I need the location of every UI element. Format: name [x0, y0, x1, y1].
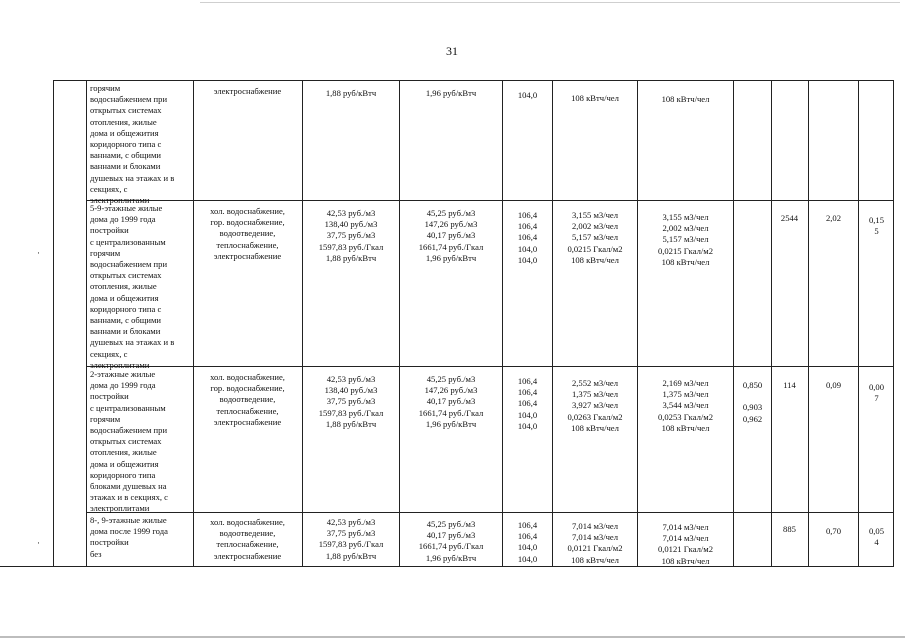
- col-rule: [399, 80, 400, 567]
- cell-count: 2544: [780, 213, 799, 223]
- cell-coef: 0,850 0,903 0,962: [742, 380, 763, 424]
- cell-tariff-old: 42,53 руб./м3 37,75 руб./м3 1597,83 руб./Гкал 1,88 руб/кВтч: [318, 517, 384, 561]
- col-rule: [53, 80, 54, 567]
- scan-edge-bottom: [0, 636, 905, 638]
- cell-category: 5-9-этажные жилые дома до 1999 года постройки с централизованным горячим водоснабжением при открытых системах отопления, жилые дома и общежития коридорного типа с ваннами, с общими ваннами и блоками душевых на этажах и в секциях, с электроплитами: [90, 203, 175, 370]
- cell-norm-old: 108 кВтч/чел: [571, 93, 619, 103]
- row-rule: [86, 512, 894, 513]
- cell-services: хол. водоснабжение, гор. водоснабжение, водоотведение, теплоснабжение, электроснабжение: [210, 372, 285, 427]
- cell-services: хол. водоснабжение, гор. водоснабжение, водоотведение, теплоснабжение, электроснабжение: [210, 206, 285, 261]
- cell-tariff-old: 42,53 руб./м3 138,40 руб./м3 37,75 руб./м3 1597,83 руб./Гкал 1,88 руб/кВтч: [318, 374, 384, 429]
- cell-tariff-new: 45,25 руб./м3 147,26 руб./м3 40,17 руб./м3 1661,74 руб./Гкал 1,96 руб/кВтч: [418, 208, 484, 263]
- cell-val1: 0,70: [825, 526, 842, 536]
- cell-norm-old: 7,014 м3/чел 7,014 м3/чел 0,0121 Гкал/м2 108 кВтч/чел: [567, 521, 623, 565]
- cell-tariff-old: 42,53 руб./м3 138,40 руб./м3 37,75 руб./м3 1597,83 руб./Гкал 1,88 руб/кВтч: [318, 208, 384, 263]
- cell-count: 885: [783, 524, 796, 534]
- scan-edge-top: [200, 2, 900, 3]
- cell-index: 106,4 106,4 106,4 104,0 104,0: [517, 210, 538, 265]
- col-rule: [502, 80, 503, 567]
- cell-val2: 0,15 5: [868, 215, 885, 237]
- margin-mark: ·: [37, 538, 40, 548]
- cell-norm-new: 2,169 м3/чел 1,375 м3/чел 3,544 м3/чел 0,0253 Гкал/м2 108 кВтч/чел: [657, 378, 714, 433]
- row-rule: [86, 366, 894, 367]
- cell-val1: 0,09: [825, 380, 842, 390]
- row-rule: [0, 566, 894, 567]
- cell-norm-old: 2,552 м3/чел 1,375 м3/чел 3,927 м3/чел 0,0263 Гкал/м2 108 кВтч/чел: [567, 378, 623, 433]
- col-rule: [637, 80, 638, 567]
- cell-norm-new: 7,014 м3/чел 7,014 м3/чел 0,0121 Гкал/м2 108 кВтч/чел: [657, 522, 714, 566]
- cell-index: 106,4 106,4 106,4 104,0 104,0: [517, 376, 538, 431]
- cell-val2: 0,00 7: [868, 382, 885, 404]
- col-rule: [302, 80, 303, 567]
- page-number: 31: [446, 44, 458, 58]
- cell-tariff-new: 1,96 руб/кВтч: [425, 88, 477, 98]
- margin-mark: ·: [37, 248, 40, 258]
- cell-services: хол. водоснабжение, водоотведение, теплоснабжение, электроснабжение: [210, 517, 285, 561]
- cell-category: горячим водоснабжением при открытых системах отопления, жилые дома и общежития коридорного типа с ваннами, с общими ваннами и блоками душевых на этажах и в секциях, с электроплитами: [90, 83, 175, 206]
- cell-count: 114: [783, 380, 796, 390]
- col-rule: [193, 80, 194, 567]
- col-rule: [858, 80, 859, 567]
- cell-tariff-old: 1,88 руб/кВтч: [325, 88, 377, 98]
- col-rule: [733, 80, 734, 567]
- cell-index: 104,0: [517, 90, 538, 100]
- col-rule: [552, 80, 553, 567]
- row-rule: [86, 200, 894, 201]
- cell-tariff-new: 45,25 руб./м3 40,17 руб./м3 1661,74 руб./Гкал 1,96 руб/кВтч: [418, 519, 484, 563]
- cell-tariff-new: 45,25 руб./м3 147,26 руб./м3 40,17 руб./м3 1661,74 руб./Гкал 1,96 руб/кВтч: [418, 374, 484, 429]
- cell-index: 106,4 106,4 104,0 104,0: [517, 520, 538, 564]
- cell-norm-old: 3,155 м3/чел 2,002 м3/чел 5,157 м3/чел 0,0215 Гкал/м2 108 кВтч/чел: [567, 210, 623, 265]
- col-rule: [808, 80, 809, 567]
- cell-val2: 0,05 4: [868, 526, 885, 548]
- col-rule: [893, 80, 894, 567]
- cell-norm-new: 3,155 м3/чел 2,002 м3/чел 5,157 м3/чел 0,0215 Гкал/м2 108 кВтч/чел: [657, 212, 714, 267]
- cell-val1: 2,02: [825, 213, 842, 223]
- cell-services: электроснабжение: [213, 86, 282, 96]
- col-rule: [86, 80, 87, 567]
- cell-category: 8-, 9-этажные жилые дома после 1999 года постройки без: [90, 515, 168, 559]
- col-rule: [771, 80, 772, 567]
- row-rule: [53, 80, 894, 81]
- cell-norm-new: 108 кВтч/чел: [661, 94, 710, 104]
- cell-category: 2-этажные жилые дома до 1999 года постройки с централизованным горячим водоснабжением при открытых системах отопления, жилые дома и общежития коридорного типа блоками душевых на этажах и в секциях, с электроплитами: [90, 369, 168, 514]
